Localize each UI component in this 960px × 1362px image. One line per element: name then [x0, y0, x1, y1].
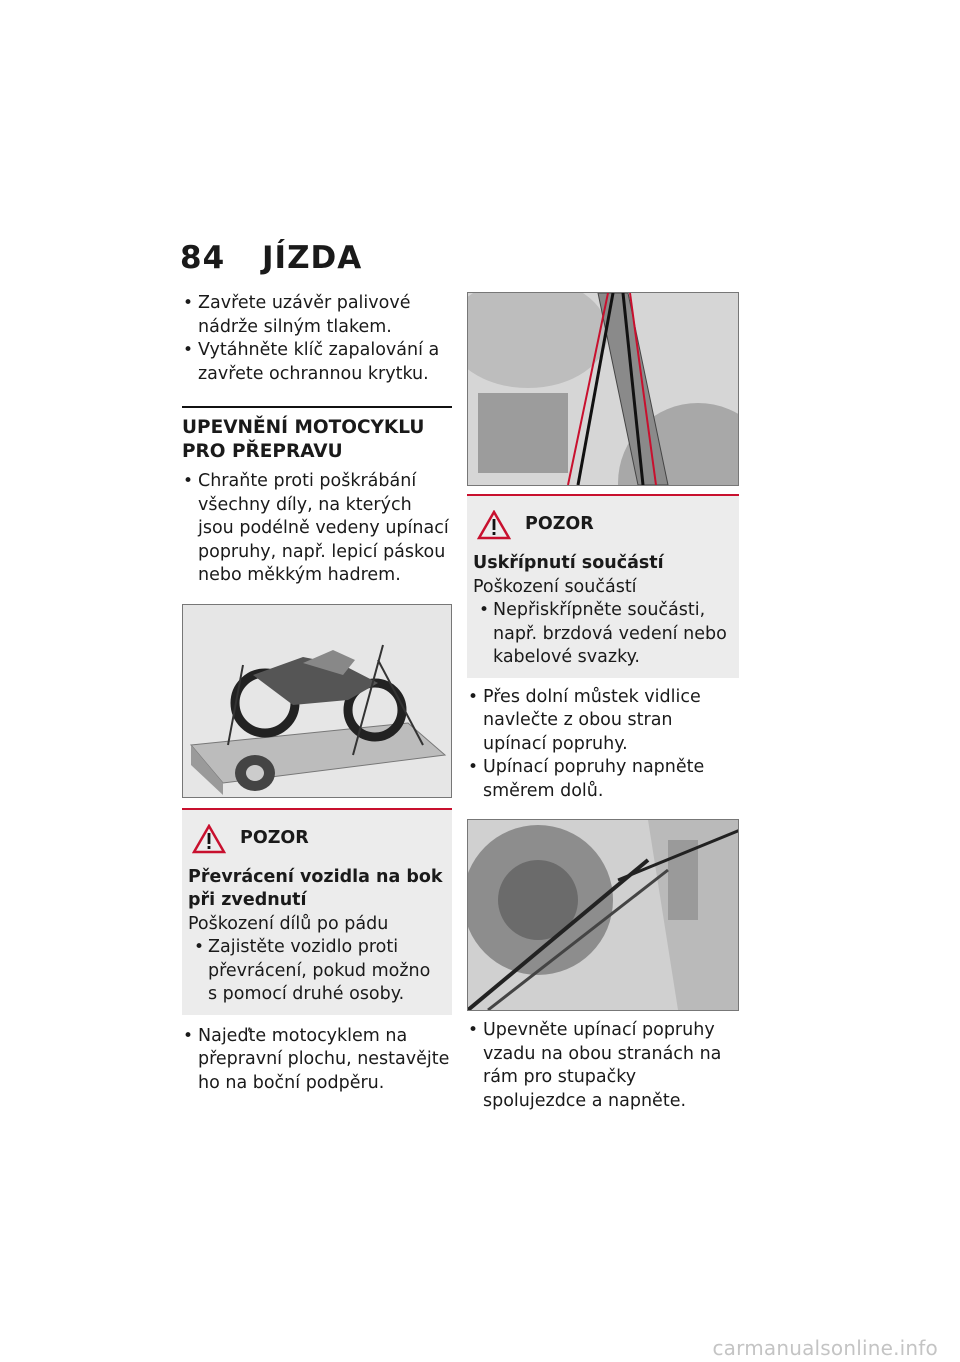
section-heading: UPEVNĚNÍ MOTOCYKLU PRO PŘEPRAVU — [182, 417, 425, 462]
motorcycle-trailer-illustration — [183, 605, 452, 797]
warning-bullet: • Nepřiskřípněte součásti, např. brzdová vedení nebo kabelové svazky. — [473, 599, 731, 670]
footer-watermark: carmanualsonline.info — [712, 1336, 938, 1360]
figure-motorcycle-on-trailer — [182, 604, 452, 798]
warning-title: Převrácení vozidla na bok při zvednutí — [188, 866, 443, 910]
list-item: • Chraňte proti poškrábání všechny díly, na kterých jsou podélně vedeny upínací popruhy, např. lepicí páskou nebo měkkým hadrem. — [182, 470, 452, 588]
figure-rear-strap — [467, 819, 739, 1011]
list-item: • Upevněte upínací popruhy vzadu na obou stranách na rám pro stupačky spolujezdce a napněte. — [467, 1019, 739, 1113]
warning-triangle-icon — [477, 510, 511, 540]
warning-description: Poškození součástí — [473, 576, 637, 597]
left-column — [182, 292, 452, 1095]
warning-box — [182, 808, 452, 1015]
page-number: 84 — [180, 240, 226, 276]
list-item: • Najeďte motocyklem na přepravní plochu, nestavějte ho na boční podpěru. — [182, 1025, 452, 1096]
page-header — [180, 240, 362, 276]
warning-title: Uskřípnutí součástí — [473, 553, 664, 573]
list-item: • Zavřete uzávěr palivové nádrže silným tlakem. — [182, 292, 452, 339]
fork-strap-illustration — [468, 293, 739, 485]
warning-label: POZOR — [240, 827, 309, 848]
list-item: • Přes dolní můstek vidlice navlečte z obou stran upínací popruhy. — [467, 686, 739, 757]
right-column — [467, 292, 739, 1113]
warning-triangle-icon — [192, 824, 226, 854]
list-item: • Upínací popruhy napněte směrem dolů. — [467, 756, 739, 803]
section-divider — [182, 406, 452, 408]
warning-bullet: • Zajistěte vozidlo proti převrácení, pokud možno s pomocí druhé osoby. — [188, 936, 444, 1007]
warning-description: Poškození dílů po pádu — [188, 913, 389, 934]
figure-fork-strap — [467, 292, 739, 486]
warning-label: POZOR — [525, 514, 594, 535]
section-title: JÍZDA — [262, 240, 363, 276]
warning-box — [467, 494, 739, 678]
rear-strap-illustration — [468, 820, 739, 1010]
list-item: • Vytáhněte klíč zapalování a zavřete ochrannou krytku. — [182, 339, 452, 386]
